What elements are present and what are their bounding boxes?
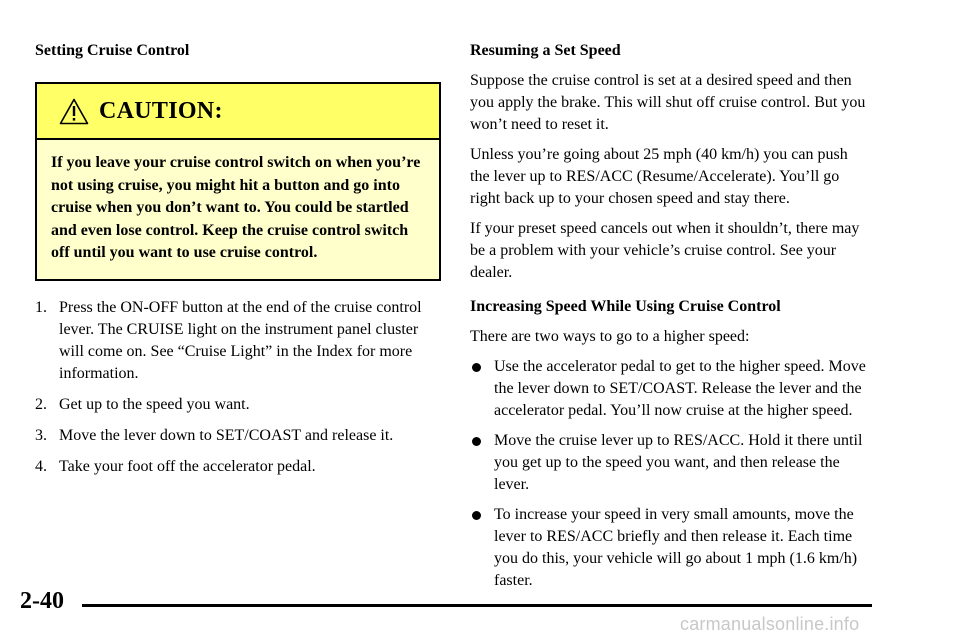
paragraph: Unless you’re going about 25 mph (40 km/h) you can push the lever up to RES/ACC (Resume/Accelerate). You’ll go right back up to your chosen speed and stay there. xyxy=(470,146,848,207)
caution-box xyxy=(35,82,441,281)
warning-triangle-icon xyxy=(59,98,89,125)
steps-list xyxy=(35,297,441,478)
bullet-item xyxy=(470,430,870,496)
bullet-list xyxy=(470,356,870,592)
step-number: 4. xyxy=(35,457,47,475)
bullet-icon xyxy=(472,437,481,446)
bullet-item xyxy=(470,356,870,422)
step-number: 1. xyxy=(35,298,47,316)
paragraph: If your preset speed cancels out when it shouldn’t, there may be a problem with your vehicle’s cruise control. See your dealer. xyxy=(470,220,860,281)
section-heading-setting-cruise: Setting Cruise Control xyxy=(35,42,190,59)
step-text: Take your foot off the accelerator pedal. xyxy=(59,457,316,475)
step-text: Move the lever down to SET/COAST and release it. xyxy=(59,426,394,444)
section-heading-increasing-speed: Increasing Speed While Using Cruise Control xyxy=(470,298,781,315)
bullet-text: Move the cruise lever up to RES/ACC. Hold it there until you get up to the speed you want, and then release the lever. xyxy=(494,432,863,493)
bullet-icon xyxy=(472,511,481,520)
page-number: 2-40 xyxy=(20,588,64,614)
step-text: Press the ON-OFF button at the end of the cruise control lever. The CRUISE light on the instrument panel cluster will come on. See “Cruise Light” in the Index for more information. xyxy=(59,298,422,382)
left-column xyxy=(35,40,441,487)
step-number: 3. xyxy=(35,426,47,444)
step-item xyxy=(35,297,441,385)
bullet-icon xyxy=(472,363,481,372)
step-item xyxy=(35,456,441,478)
bullet-text: Use the accelerator pedal to get to the higher speed. Move the lever down to SET/COAST. Release the lever and the accelerator pedal. You’ll now cruise at the higher speed. xyxy=(494,358,866,419)
caution-title: CAUTION: xyxy=(99,98,223,124)
step-item xyxy=(35,425,441,447)
step-item xyxy=(35,394,441,416)
right-column xyxy=(470,40,870,600)
caution-text: If you leave your cruise control switch on when you’re not using cruise, you might hit a button and go into cruise when you don’t want to. You could be startled and even lose control. Keep the cruise control switch off until you want to use cruise control. xyxy=(37,140,439,279)
step-number: 2. xyxy=(35,395,47,413)
bullet-item xyxy=(470,504,870,592)
paragraph-intro: There are two ways to go to a higher speed: xyxy=(470,328,750,345)
watermark: carmanualsonline.info xyxy=(680,614,860,634)
paragraph: Suppose the cruise control is set at a desired speed and then you apply the brake. This will shut off cruise control. But you won’t need to reset it. xyxy=(470,72,866,133)
caution-header xyxy=(37,84,439,140)
section-heading-resuming: Resuming a Set Speed xyxy=(470,42,621,59)
step-text: Get up to the speed you want. xyxy=(59,395,250,413)
bullet-text: To increase your speed in very small amounts, move the lever to RES/ACC briefly and then release it. Each time you do this, your vehicle will go about 1 mph (1.6 km/h) faster. xyxy=(494,506,858,589)
footer-divider xyxy=(82,604,872,607)
